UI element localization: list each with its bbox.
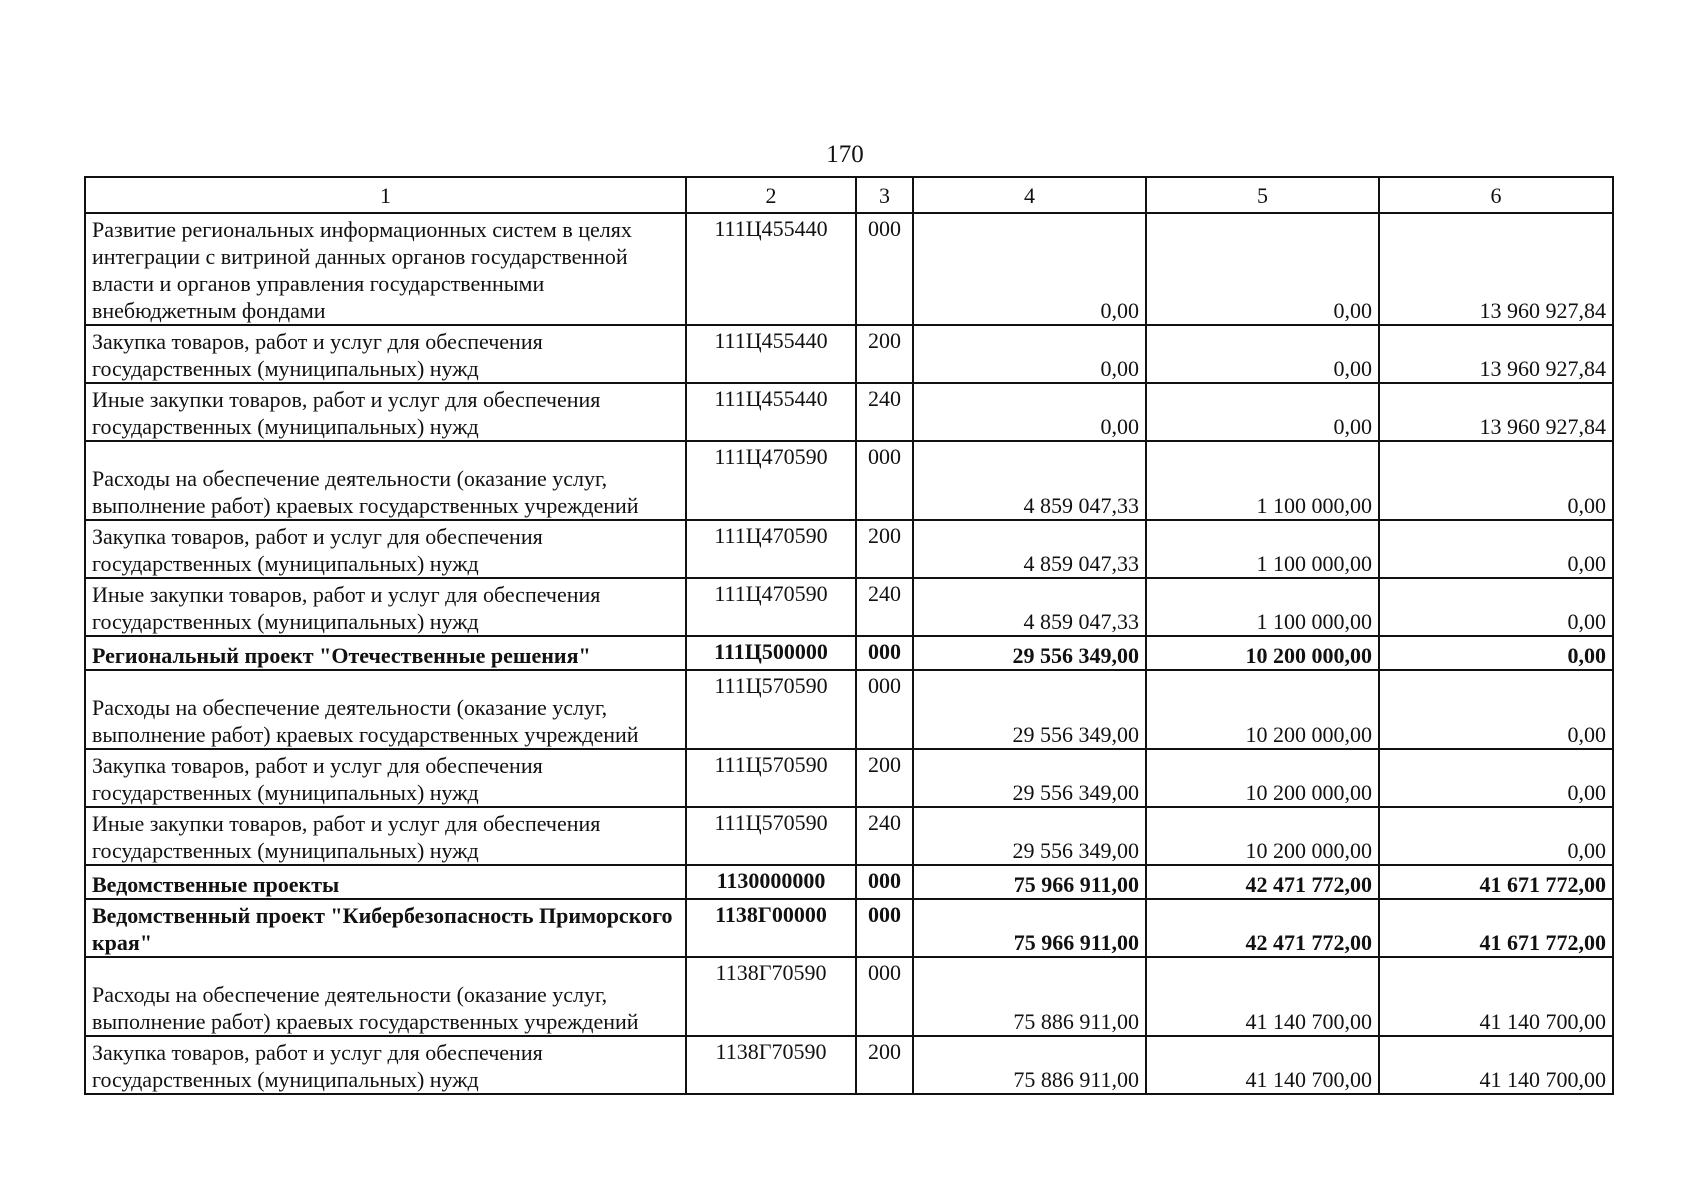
row-name-cell: Развитие региональных информационных систем в целях интеграции с витриной данных органов государственной власти и органов управления государственными внебюджетным фондами	[85, 213, 686, 325]
row-name-cell: Иные закупки товаров, работ и услуг для обеспечения государственных (муниципальных) нужд	[85, 383, 686, 441]
table-row	[85, 383, 1613, 441]
row-value-col4: 29 556 349,00	[913, 636, 1146, 670]
row-value-col6: 0,00	[1379, 807, 1613, 865]
row-value-col4: 0,00	[913, 325, 1146, 383]
row-value-col5: 0,00	[1146, 383, 1379, 441]
budget-table	[84, 176, 1614, 1095]
row-value-col4: 0,00	[913, 213, 1146, 325]
header-cell: 6	[1379, 177, 1613, 213]
row-code-cell: 111Ц470590	[686, 578, 856, 636]
row-value-col4: 29 556 349,00	[913, 670, 1146, 749]
row-name-cell: Иные закупки товаров, работ и услуг для обеспечения государственных (муниципальных) нужд	[85, 807, 686, 865]
row-value-col4: 4 859 047,33	[913, 520, 1146, 578]
row-value-col6: 13 960 927,84	[1379, 213, 1613, 325]
row-vr-cell: 240	[856, 383, 913, 441]
table-row	[85, 636, 1613, 670]
table-row	[85, 807, 1613, 865]
row-name-cell: Закупка товаров, работ и услуг для обеспечения государственных (муниципальных) нужд	[85, 520, 686, 578]
row-value-col6: 0,00	[1379, 578, 1613, 636]
table-row	[85, 520, 1613, 578]
row-value-col4: 75 966 911,00	[913, 865, 1146, 899]
header-cell: 2	[686, 177, 856, 213]
row-name-cell: Иные закупки товаров, работ и услуг для обеспечения государственных (муниципальных) нужд	[85, 578, 686, 636]
row-value-col5: 41 140 700,00	[1146, 957, 1379, 1036]
row-value-col5: 42 471 772,00	[1146, 865, 1379, 899]
row-name-cell: Закупка товаров, работ и услуг для обеспечения государственных (муниципальных) нужд	[85, 325, 686, 383]
row-name-cell: Закупка товаров, работ и услуг для обеспечения государственных (муниципальных) нужд	[85, 749, 686, 807]
row-vr-cell: 240	[856, 807, 913, 865]
row-value-col6: 13 960 927,84	[1379, 325, 1613, 383]
row-name-cell: Ведомственный проект "Кибербезопасность Приморского края"	[85, 899, 686, 957]
row-value-col6: 0,00	[1379, 520, 1613, 578]
row-vr-cell: 000	[856, 636, 913, 670]
row-code-cell: 111Ц455440	[686, 383, 856, 441]
row-value-col5: 1 100 000,00	[1146, 578, 1379, 636]
header-cell: 5	[1146, 177, 1379, 213]
row-name-cell: Расходы на обеспечение деятельности (оказание услуг, выполнение работ) краевых государственных учреждений	[85, 670, 686, 749]
table-row	[85, 865, 1613, 899]
row-name-cell: Ведомственные проекты	[85, 865, 686, 899]
table-row	[85, 441, 1613, 520]
row-vr-cell: 000	[856, 865, 913, 899]
row-code-cell: 111Ц570590	[686, 807, 856, 865]
table-row	[85, 899, 1613, 957]
row-value-col5: 10 200 000,00	[1146, 636, 1379, 670]
row-name-cell: Региональный проект "Отечественные решения"	[85, 636, 686, 670]
row-value-col4: 4 859 047,33	[913, 441, 1146, 520]
row-name-cell: Расходы на обеспечение деятельности (оказание услуг, выполнение работ) краевых государственных учреждений	[85, 957, 686, 1036]
page-number: 170	[826, 141, 864, 168]
header-row	[85, 177, 1613, 213]
row-code-cell: 111Ц455440	[686, 213, 856, 325]
row-code-cell: 1138Г00000	[686, 899, 856, 957]
row-code-cell: 111Ц500000	[686, 636, 856, 670]
table-row	[85, 957, 1613, 1036]
header-cell: 4	[913, 177, 1146, 213]
row-value-col6: 41 140 700,00	[1379, 957, 1613, 1036]
row-value-col5: 10 200 000,00	[1146, 670, 1379, 749]
row-code-cell: 1138Г70590	[686, 1036, 856, 1094]
row-vr-cell: 000	[856, 213, 913, 325]
row-value-col6: 41 140 700,00	[1379, 1036, 1613, 1094]
header-cell: 1	[85, 177, 686, 213]
row-code-cell: 1138Г70590	[686, 957, 856, 1036]
row-vr-cell: 200	[856, 325, 913, 383]
row-value-col5: 0,00	[1146, 213, 1379, 325]
table-row	[85, 749, 1613, 807]
row-vr-cell: 200	[856, 1036, 913, 1094]
row-value-col5: 42 471 772,00	[1146, 899, 1379, 957]
table-row	[85, 670, 1613, 749]
row-value-col6: 41 671 772,00	[1379, 865, 1613, 899]
row-code-cell: 111Ц570590	[686, 749, 856, 807]
row-vr-cell: 000	[856, 957, 913, 1036]
row-value-col4: 75 886 911,00	[913, 957, 1146, 1036]
row-name-cell: Расходы на обеспечение деятельности (оказание услуг, выполнение работ) краевых государственных учреждений	[85, 441, 686, 520]
table-row	[85, 578, 1613, 636]
row-value-col5: 1 100 000,00	[1146, 441, 1379, 520]
row-value-col5: 1 100 000,00	[1146, 520, 1379, 578]
row-value-col6: 41 671 772,00	[1379, 899, 1613, 957]
row-value-col4: 29 556 349,00	[913, 807, 1146, 865]
header-cell: 3	[856, 177, 913, 213]
table-row	[85, 1036, 1613, 1094]
row-value-col6: 0,00	[1379, 441, 1613, 520]
row-vr-cell: 000	[856, 441, 913, 520]
row-value-col4: 0,00	[913, 383, 1146, 441]
row-value-col5: 10 200 000,00	[1146, 749, 1379, 807]
table-row	[85, 325, 1613, 383]
row-vr-cell: 200	[856, 749, 913, 807]
row-vr-cell: 000	[856, 670, 913, 749]
row-value-col5: 10 200 000,00	[1146, 807, 1379, 865]
row-code-cell: 111Ц470590	[686, 441, 856, 520]
row-vr-cell: 200	[856, 520, 913, 578]
row-value-col4: 4 859 047,33	[913, 578, 1146, 636]
row-code-cell: 111Ц470590	[686, 520, 856, 578]
row-value-col6: 0,00	[1379, 749, 1613, 807]
row-code-cell: 111Ц570590	[686, 670, 856, 749]
row-value-col6: 13 960 927,84	[1379, 383, 1613, 441]
row-name-cell: Закупка товаров, работ и услуг для обеспечения государственных (муниципальных) нужд	[85, 1036, 686, 1094]
row-value-col5: 0,00	[1146, 325, 1379, 383]
row-value-col4: 75 966 911,00	[913, 899, 1146, 957]
row-value-col6: 0,00	[1379, 636, 1613, 670]
row-vr-cell: 000	[856, 899, 913, 957]
row-value-col4: 29 556 349,00	[913, 749, 1146, 807]
row-value-col6: 0,00	[1379, 670, 1613, 749]
row-value-col4: 75 886 911,00	[913, 1036, 1146, 1094]
table-row	[85, 213, 1613, 325]
row-code-cell: 1130000000	[686, 865, 856, 899]
row-vr-cell: 240	[856, 578, 913, 636]
row-code-cell: 111Ц455440	[686, 325, 856, 383]
row-value-col5: 41 140 700,00	[1146, 1036, 1379, 1094]
